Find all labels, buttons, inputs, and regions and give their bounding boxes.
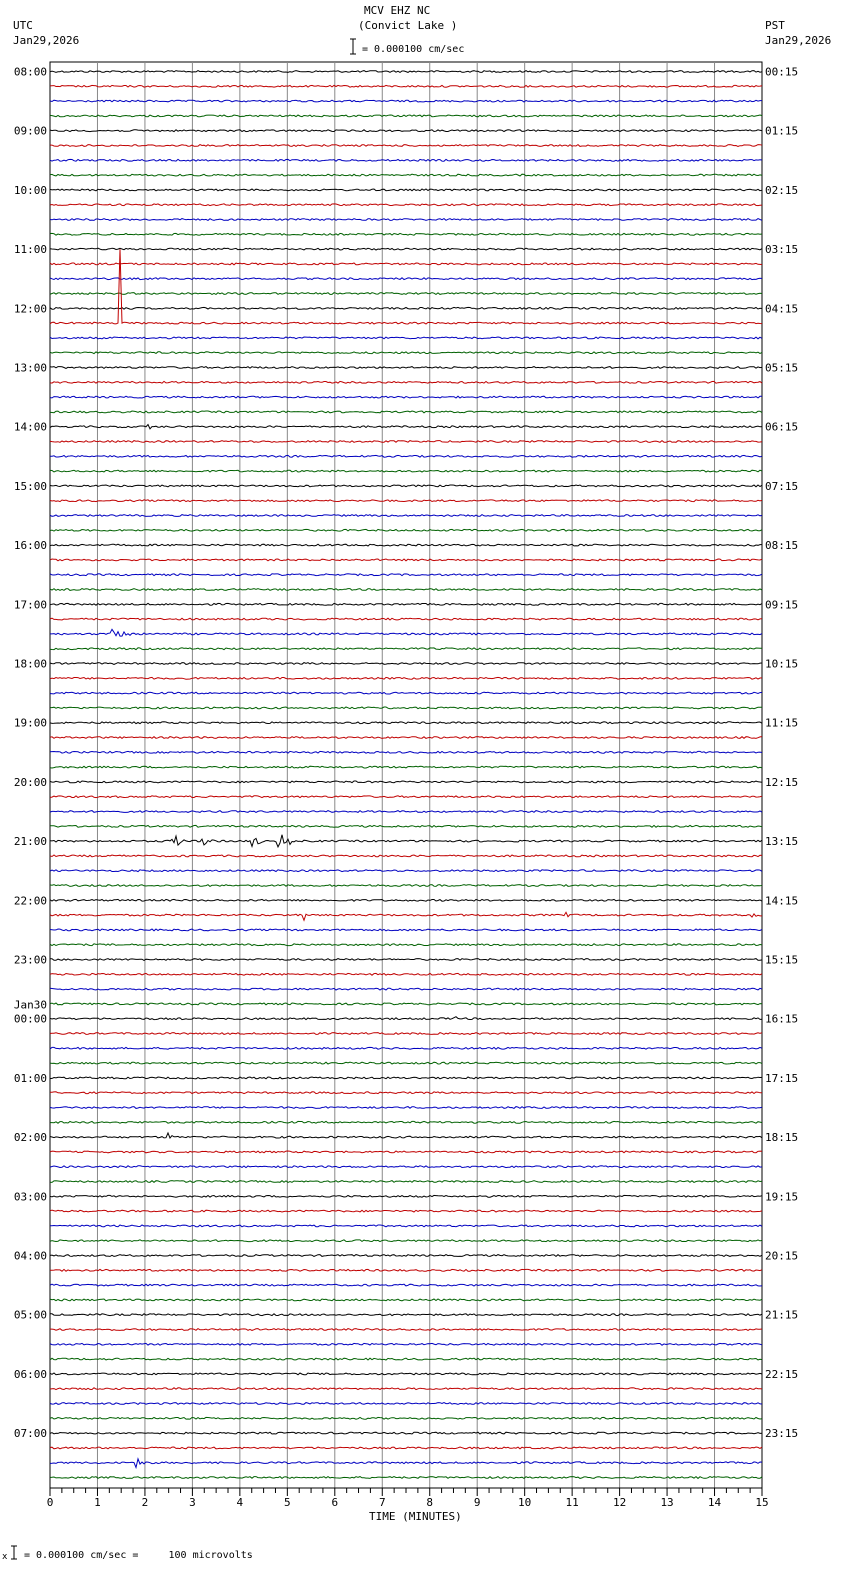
seismic-trace [50, 145, 762, 147]
x-tick-label: 9 [473, 1496, 481, 1509]
pst-hour-label: 01:15 [765, 124, 799, 138]
seismic-trace [50, 248, 762, 250]
plot-frame [50, 62, 762, 1488]
utc-hour-label: 22:00 [13, 894, 47, 908]
time-gridlines [50, 62, 762, 1488]
seismic-trace [50, 796, 762, 798]
seismic-trace [50, 100, 762, 102]
seismic-trace [50, 470, 762, 472]
x-tick-label: 0 [46, 1496, 54, 1509]
seismic-trace [50, 825, 762, 827]
seismic-trace [50, 1403, 762, 1405]
seismic-trace [50, 278, 762, 280]
seismic-trace [50, 249, 762, 324]
seismic-trace [50, 485, 762, 487]
seismic-trace [50, 1017, 762, 1020]
utc-hour-label: 21:00 [13, 835, 47, 849]
station-location: (Convict Lake ) [358, 19, 458, 32]
seismic-trace [50, 544, 762, 546]
pst-hour-label: 17:15 [765, 1071, 799, 1085]
utc-hour-label: 20:00 [13, 775, 47, 789]
utc-hour-label: 19:00 [13, 716, 47, 730]
seismic-trace [50, 766, 762, 768]
x-tick-label: 6 [331, 1496, 339, 1509]
seismic-trace [50, 1107, 762, 1109]
seismic-trace [50, 1133, 762, 1138]
seismic-trace [50, 988, 762, 990]
seismic-trace [50, 1343, 762, 1345]
utc-hour-label: 09:00 [13, 124, 47, 138]
pst-hour-label: 18:15 [765, 1131, 799, 1145]
utc-hour-label: 06:00 [13, 1367, 47, 1381]
pst-hour-label: 08:15 [765, 539, 799, 553]
seismic-trace [50, 1195, 762, 1197]
utc-hour-label: 12:00 [13, 302, 47, 316]
seismic-trace [50, 189, 762, 191]
seismic-trace [50, 707, 762, 709]
utc-hour-label: 02:00 [13, 1131, 47, 1145]
seismic-trace [50, 1255, 762, 1257]
seismic-trace [50, 648, 762, 650]
time-axis [47, 1488, 769, 1509]
utc-hour-label: 11:00 [13, 243, 47, 257]
pst-hour-label: 07:15 [765, 479, 799, 493]
seismic-trace [50, 1210, 762, 1212]
right-timezone: PST [765, 19, 785, 32]
seismic-trace [50, 455, 762, 457]
x-tick-label: 3 [189, 1496, 196, 1509]
left-date: Jan29,2026 [13, 34, 80, 47]
x-tick-label: 10 [518, 1496, 532, 1509]
utc-hour-label: 00:00 [13, 1012, 47, 1026]
pst-hour-label: 10:15 [765, 657, 799, 671]
seismic-trace [50, 381, 762, 383]
seismic-trace [50, 337, 762, 339]
left-timezone: UTC [13, 19, 33, 32]
seismic-trace [50, 1151, 762, 1153]
utc-hour-label: 03:00 [13, 1190, 47, 1204]
seismic-trace [50, 411, 762, 413]
seismic-trace [50, 1003, 762, 1005]
seismic-trace [50, 1240, 762, 1242]
seismic-trace [50, 85, 762, 87]
seismic-trace [50, 1092, 762, 1094]
footer-calibration: = 0.000100 cm/sec = 100 microvolts [24, 1550, 253, 1561]
x-tick-label: 5 [284, 1496, 291, 1509]
pst-hour-label: 04:15 [765, 302, 799, 316]
seismic-trace [50, 529, 762, 531]
pst-hour-label: 16:15 [765, 1012, 799, 1026]
x-tick-label: 14 [707, 1496, 722, 1509]
seismic-trace [50, 1269, 762, 1271]
seismic-trace [50, 603, 762, 605]
scale-label: = 0.000100 cm/sec [362, 44, 465, 55]
seismic-trace [50, 174, 762, 176]
seismic-trace [50, 1432, 762, 1434]
utc-hour-label: 13:00 [13, 361, 47, 375]
seismic-trace [50, 722, 762, 724]
seismic-trace [50, 396, 762, 398]
utc-hour-label: 14:00 [13, 420, 47, 434]
seismic-trace [50, 367, 762, 369]
x-tick-label: 8 [426, 1496, 434, 1509]
pst-hour-label: 15:15 [765, 953, 799, 967]
seismic-trace [50, 1166, 762, 1168]
seismic-traces [50, 71, 762, 1479]
seismic-trace [50, 899, 762, 901]
utc-hour-label: 15:00 [13, 479, 47, 493]
seismic-trace [50, 559, 762, 561]
seismic-trace [50, 574, 762, 576]
pst-hour-label: 20:15 [765, 1249, 799, 1263]
pst-hour-label: 09:15 [765, 598, 799, 612]
station-title: MCV EHZ NC [364, 4, 431, 17]
seismic-trace [50, 973, 762, 975]
seismic-trace [50, 1477, 762, 1479]
pst-hour-label: 12:15 [765, 775, 799, 789]
seismic-trace [50, 663, 762, 665]
utc-hour-label: 07:00 [13, 1427, 47, 1441]
seismic-trace [50, 589, 762, 591]
seismic-trace [50, 293, 762, 295]
seismic-trace [50, 1121, 762, 1123]
seismic-trace [50, 352, 762, 354]
utc-hour-label: 23:00 [13, 953, 47, 967]
pst-hour-label: 00:15 [765, 65, 799, 79]
seismic-trace [50, 929, 762, 931]
seismic-trace [50, 71, 762, 73]
seismic-trace [50, 204, 762, 206]
seismic-trace [50, 1062, 762, 1064]
seismic-trace [50, 1225, 762, 1227]
seismic-trace [50, 130, 762, 132]
seismic-trace [50, 751, 762, 753]
pst-hour-label: 11:15 [765, 716, 799, 730]
right-date: Jan29,2026 [765, 34, 832, 47]
seismic-trace [50, 1388, 762, 1390]
seismic-trace [50, 1447, 762, 1449]
x-tick-label: 4 [236, 1496, 244, 1509]
seismic-trace [50, 629, 762, 636]
utc-hour-label: 05:00 [13, 1308, 47, 1322]
date-change-label: Jan30 [13, 998, 47, 1012]
utc-hour-labels [14, 66, 47, 1441]
utc-hour-label: 10:00 [13, 183, 47, 197]
x-tick-label: 12 [612, 1496, 627, 1509]
seismic-trace [50, 944, 762, 946]
utc-hour-label: 01:00 [13, 1071, 47, 1085]
seismic-trace [50, 835, 762, 847]
x-tick-label: 2 [141, 1496, 149, 1509]
utc-hour-label: 18:00 [13, 657, 47, 671]
utc-hour-label: 17:00 [13, 598, 47, 612]
seismic-trace [50, 870, 762, 872]
pst-hour-label: 13:15 [765, 835, 799, 849]
seismic-trace [50, 1077, 762, 1079]
x-axis-label: TIME (MINUTES) [369, 1510, 462, 1523]
seismic-trace [50, 263, 762, 265]
pst-hour-labels [765, 66, 798, 1441]
seismic-trace [50, 1329, 762, 1331]
seismic-trace [50, 425, 762, 429]
seismic-trace [50, 1358, 762, 1360]
utc-hour-label: 04:00 [13, 1249, 47, 1263]
seismic-trace [50, 618, 762, 620]
pst-hour-label: 21:15 [765, 1308, 799, 1322]
pst-hour-label: 22:15 [765, 1367, 799, 1381]
seismic-trace [50, 781, 762, 783]
seismic-trace [50, 811, 762, 813]
seismic-trace [50, 692, 762, 694]
pst-hour-label: 19:15 [765, 1190, 799, 1204]
pst-hour-label: 14:15 [765, 894, 799, 908]
seismic-trace [50, 677, 762, 679]
pst-hour-label: 02:15 [765, 183, 799, 197]
x-tick-label: 1 [94, 1496, 101, 1509]
x-tick-label: 7 [378, 1496, 386, 1509]
seismic-trace [50, 1181, 762, 1183]
seismic-trace [50, 500, 762, 502]
x-tick-label: 13 [660, 1496, 674, 1509]
seismic-trace [50, 1299, 762, 1301]
seismic-trace [50, 959, 762, 961]
seismic-trace [50, 885, 762, 887]
x-tick-label: 11 [565, 1496, 579, 1509]
pst-hour-label: 23:15 [765, 1427, 799, 1441]
seismic-trace [50, 912, 762, 920]
seismic-trace [50, 159, 762, 161]
seismic-trace [50, 515, 762, 517]
pst-hour-label: 03:15 [765, 243, 799, 257]
seismic-trace [50, 115, 762, 117]
x-tick-label: 15 [755, 1496, 769, 1509]
seismic-trace [50, 307, 762, 309]
seismic-trace [50, 737, 762, 739]
seismic-trace [50, 441, 762, 443]
seismic-trace [50, 1284, 762, 1286]
pst-hour-label: 05:15 [765, 361, 799, 375]
seismic-trace [50, 233, 762, 235]
seismic-trace [50, 855, 762, 857]
seismic-trace [50, 1033, 762, 1035]
seismic-trace [50, 1373, 762, 1375]
seismic-trace [50, 1314, 762, 1316]
pst-hour-label: 06:15 [765, 420, 799, 434]
footer-mark: x [2, 1552, 8, 1562]
footer-scale-bar-icon [11, 1545, 17, 1561]
utc-hour-label: 16:00 [13, 539, 47, 553]
seismic-trace [50, 1417, 762, 1419]
seismic-trace [50, 219, 762, 221]
seismic-trace [50, 1459, 762, 1468]
utc-hour-label: 08:00 [13, 65, 47, 79]
seismic-trace [50, 1047, 762, 1049]
